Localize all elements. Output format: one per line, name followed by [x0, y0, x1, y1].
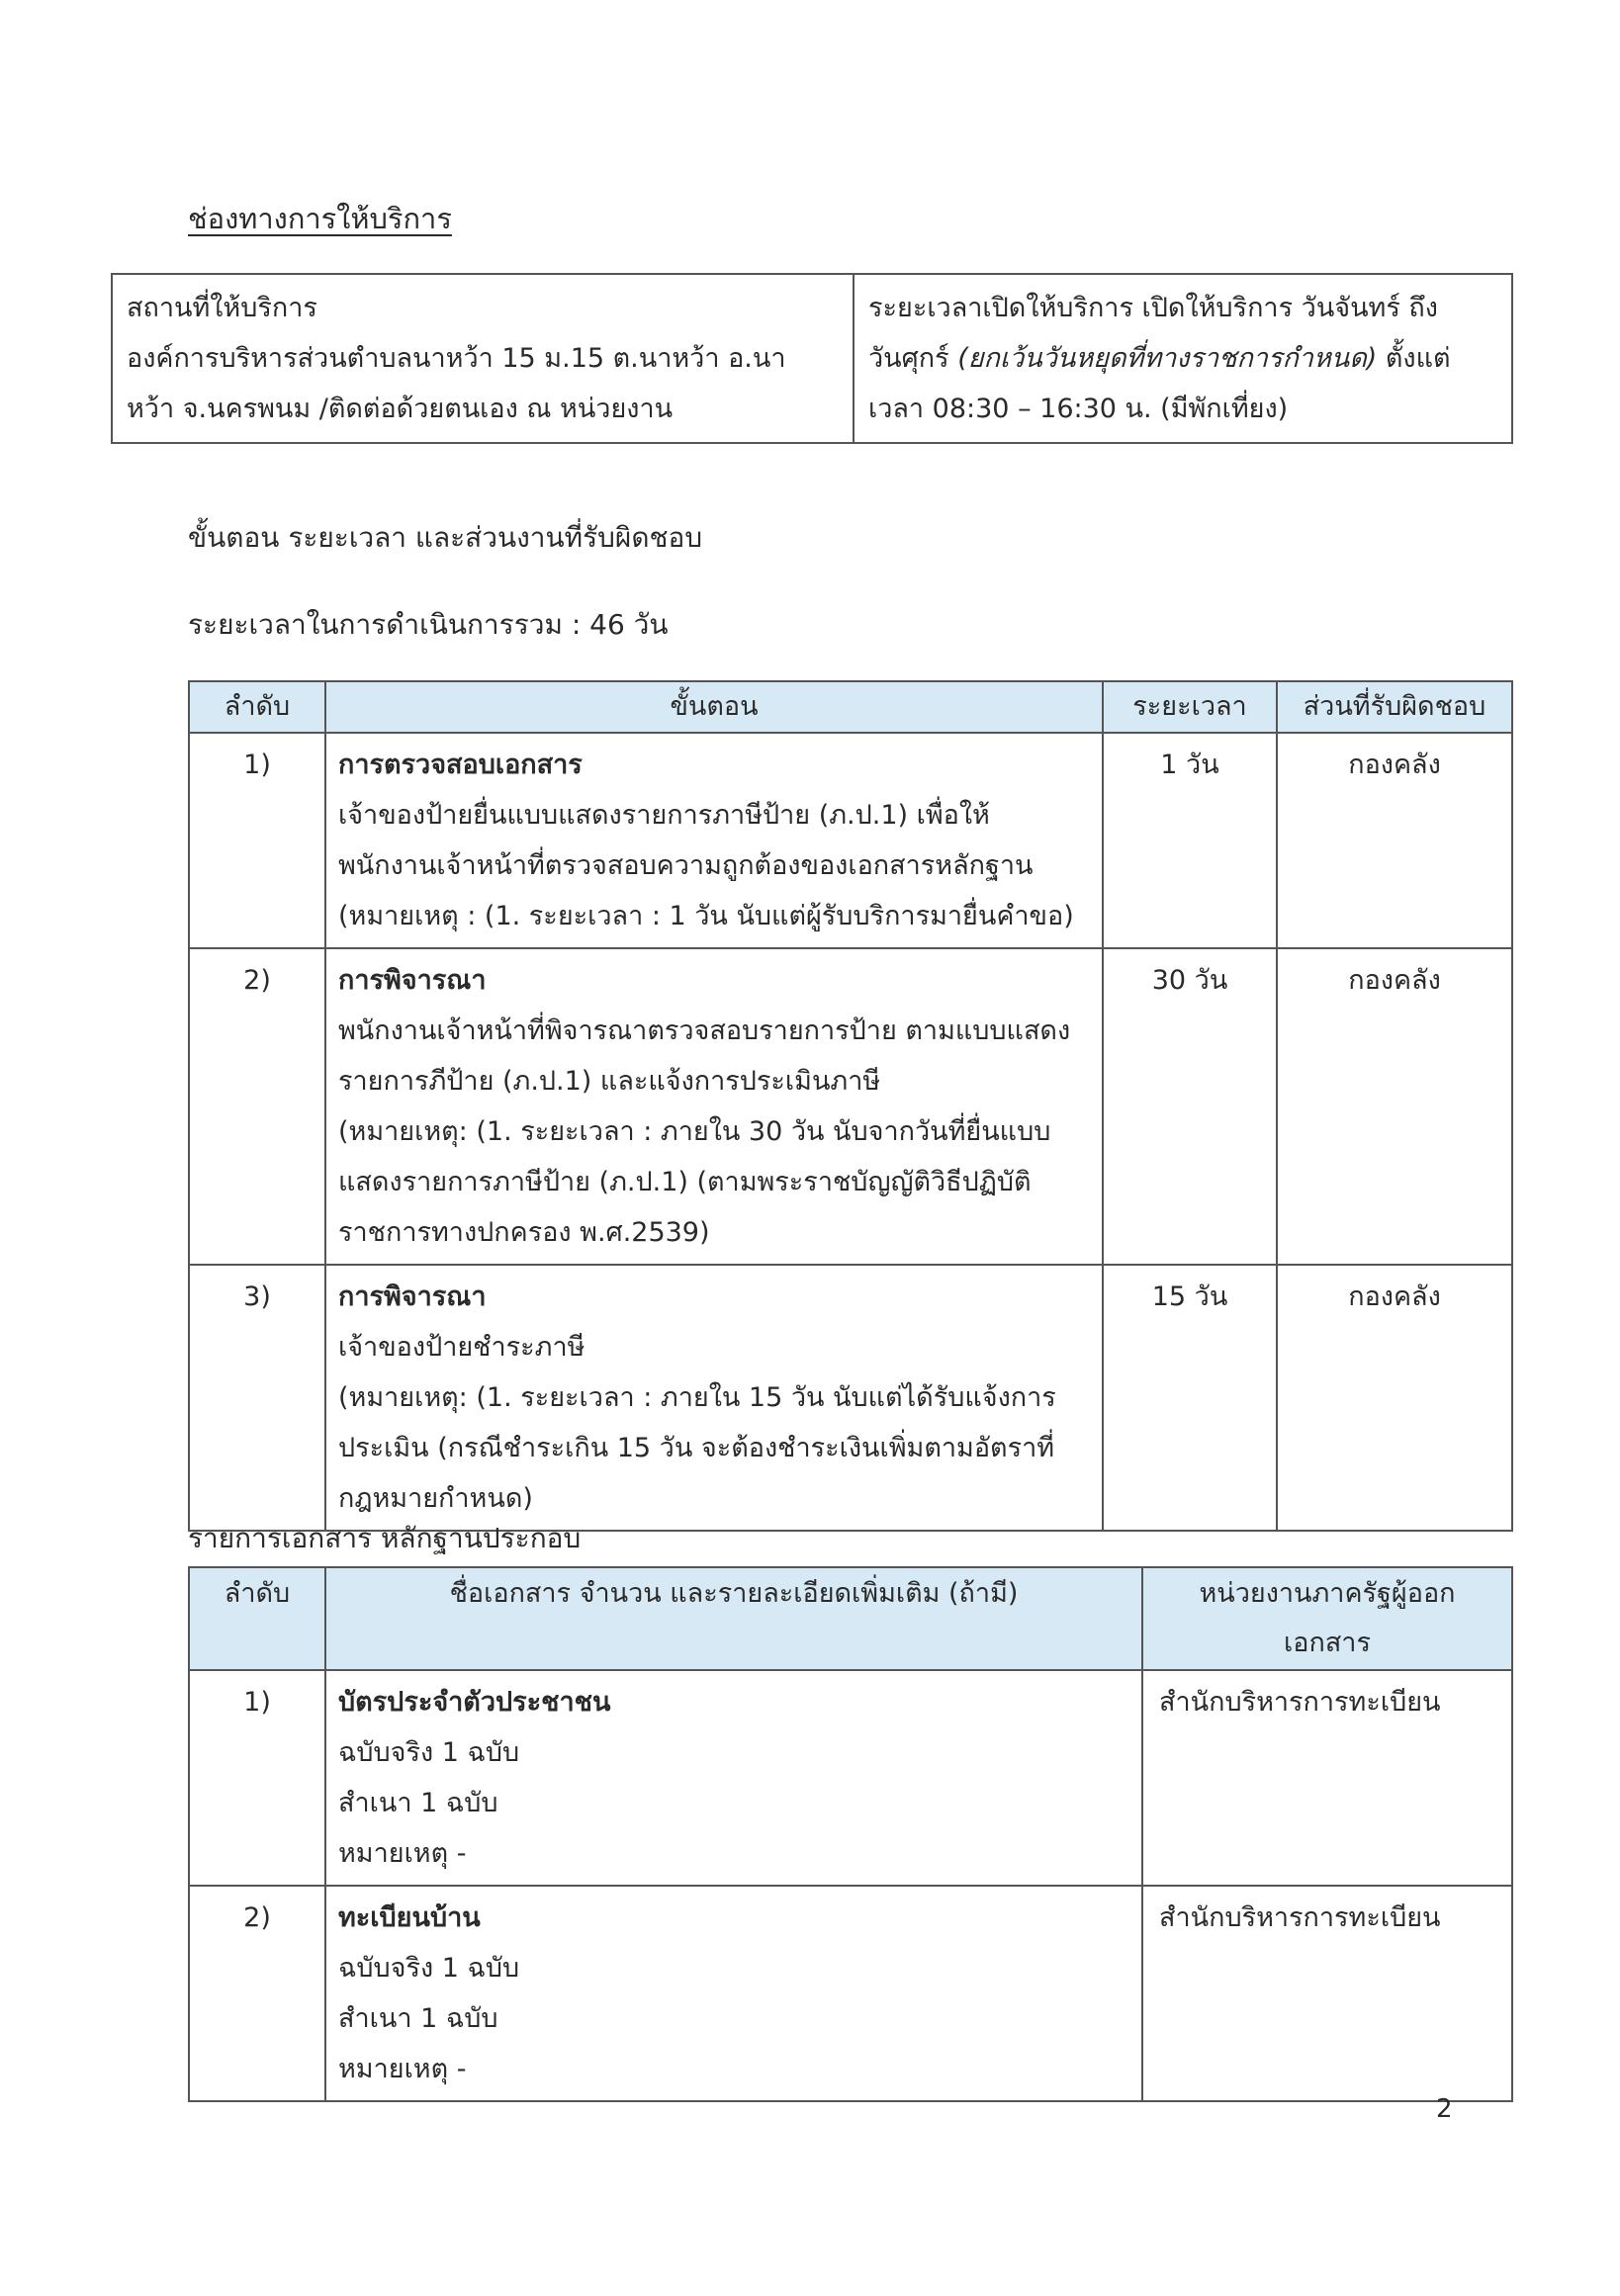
step-unit: กองคลัง — [1277, 948, 1512, 1265]
doc-line: ฉบับจริง 1 ฉบับ — [338, 1953, 520, 1984]
doc-detail — [325, 1670, 1142, 1886]
service-hours-cell — [854, 274, 1512, 443]
step-line: (หมายเหตุ : (1. ระยะเวลา : 1 วัน นับแต่ผู้รับบริการมายื่นคำขอ) — [338, 901, 1074, 931]
step-detail — [325, 733, 1103, 948]
step-number: 1) — [189, 733, 325, 948]
col-header-order: ลำดับ — [189, 681, 325, 733]
step-detail — [325, 1265, 1103, 1531]
step-line: พนักงานเจ้าหน้าที่ตรวจสอบความถูกต้องของเอกสารหลักฐาน — [338, 850, 1034, 881]
issuer-header-line: เอกสาร — [1284, 1628, 1371, 1658]
step-line: ราชการทางปกครอง พ.ศ.2539) — [338, 1217, 710, 1248]
place-label: สถานที่ให้บริการ — [127, 293, 317, 323]
doc-line: ฉบับจริง 1 ฉบับ — [338, 1737, 520, 1768]
col-header-issuer — [1142, 1567, 1512, 1670]
table-row — [189, 1265, 1512, 1531]
steps-header-row — [189, 681, 1512, 733]
step-line: เจ้าของป้ายชำระภาษี — [338, 1332, 585, 1363]
step-number: 3) — [189, 1265, 325, 1531]
table-row — [189, 948, 1512, 1265]
doc-detail — [325, 1886, 1142, 2101]
doc-line: หมายเหตุ - — [338, 2054, 467, 2084]
table-row — [189, 1886, 1512, 2101]
step-unit: กองคลัง — [1277, 733, 1512, 948]
step-line: (หมายเหตุ: (1. ระยะเวลา : ภายใน 30 วัน นับจากวันที่ยื่นแบบ — [338, 1116, 1051, 1147]
step-title: การพิจารณา — [338, 1281, 487, 1312]
step-line: เจ้าของป้ายยื่นแบบแสดงรายการภาษีป้าย (ภ.ป.1) เพื่อให้ — [338, 800, 990, 831]
step-line: ประเมิน (กรณีชำระเกิน 15 วัน จะต้องชำระเงินเพิ่มตามอัตราที่ — [338, 1433, 1055, 1463]
channels-title: ช่องทางการให้บริการ — [188, 202, 452, 235]
col-header-order: ลำดับ — [189, 1567, 325, 1670]
step-line: กฎหมายกำหนด) — [338, 1483, 533, 1514]
col-header-unit: ส่วนที่รับผิดชอบ — [1277, 681, 1512, 733]
hours-exception-italic: (ยกเว้นวันหยุดที่ทางราชการกำหนด) — [957, 343, 1378, 374]
issuer-header-line: หน่วยงานภาครัฐผู้ออก — [1199, 1578, 1456, 1609]
service-place-cell — [112, 274, 854, 443]
doc-number: 2) — [189, 1886, 325, 2101]
doc-title: ทะเบียนบ้าน — [338, 1902, 481, 1933]
step-detail — [325, 948, 1103, 1265]
hours-text: วันศุกร์ — [868, 343, 958, 374]
doc-issuer: สำนักบริหารการทะเบียน — [1142, 1670, 1512, 1886]
step-line: (หมายเหตุ: (1. ระยะเวลา : ภายใน 15 วัน นับแต่ได้รับแจ้งการ — [338, 1382, 1056, 1413]
total-time: ระยะเวลาในการดำเนินการรวม : 46 วัน — [188, 608, 669, 641]
steps-heading: ขั้นตอน ระยะเวลา และส่วนงานที่รับผิดชอบ — [188, 521, 703, 554]
table-row — [189, 1670, 1512, 1886]
col-header-document: ชื่อเอกสาร จำนวน และรายละเอียดเพิ่มเติม (ถ้ามี) — [325, 1567, 1142, 1670]
place-line: หว้า จ.นครพนม /ติดต่อด้วยตนเอง ณ หน่วยงาน — [127, 394, 674, 424]
hours-line: เวลา 08:30 – 16:30 น. (มีพักเที่ยง) — [868, 394, 1289, 424]
step-line: พนักงานเจ้าหน้าที่พิจารณาตรวจสอบรายการป้าย ตามแบบแสดง — [338, 1016, 1071, 1046]
doc-title: บัตรประจำตัวประชาชน — [338, 1687, 611, 1718]
step-unit: กองคลัง — [1277, 1265, 1512, 1531]
doc-line: สำเนา 1 ฉบับ — [338, 1788, 498, 1818]
step-line: แสดงรายการภาษีป้าย (ภ.ป.1) (ตามพระราชบัญญัติวิธีปฏิบัติ — [338, 1167, 1032, 1197]
step-duration: 1 วัน — [1103, 733, 1277, 948]
table-row — [189, 733, 1512, 948]
page-number: 2 — [1436, 2094, 1453, 2124]
documents-header-row — [189, 1567, 1512, 1670]
step-duration: 30 วัน — [1103, 948, 1277, 1265]
doc-issuer: สำนักบริหารการทะเบียน — [1142, 1886, 1512, 2101]
documents-table — [188, 1566, 1513, 2102]
doc-number: 1) — [189, 1670, 325, 1886]
hours-text: ตั้งแต่ — [1377, 343, 1451, 374]
step-duration: 15 วัน — [1103, 1265, 1277, 1531]
documents-heading: รายการเอกสาร หลักฐานประกอบ — [188, 1522, 582, 1554]
doc-line: สำเนา 1 ฉบับ — [338, 2003, 498, 2034]
place-line: องค์การบริหารส่วนตำบลนาหว้า 15 ม.15 ต.นาหว้า อ.นา — [127, 343, 786, 374]
hours-line — [868, 333, 1497, 384]
step-number: 2) — [189, 948, 325, 1265]
col-header-step: ขั้นตอน — [325, 681, 1103, 733]
col-header-duration: ระยะเวลา — [1103, 681, 1277, 733]
step-line: รายการภีป้าย (ภ.ป.1) และแจ้งการประเมินภาษี — [338, 1066, 881, 1097]
step-title: การตรวจสอบเอกสาร — [338, 750, 583, 780]
doc-line: หมายเหตุ - — [338, 1838, 467, 1869]
hours-line: ระยะเวลาเปิดให้บริการ เปิดให้บริการ วันจันทร์ ถึง — [868, 293, 1438, 323]
step-title: การพิจารณา — [338, 965, 487, 996]
steps-table — [188, 680, 1513, 1532]
service-channel-table — [111, 273, 1513, 444]
